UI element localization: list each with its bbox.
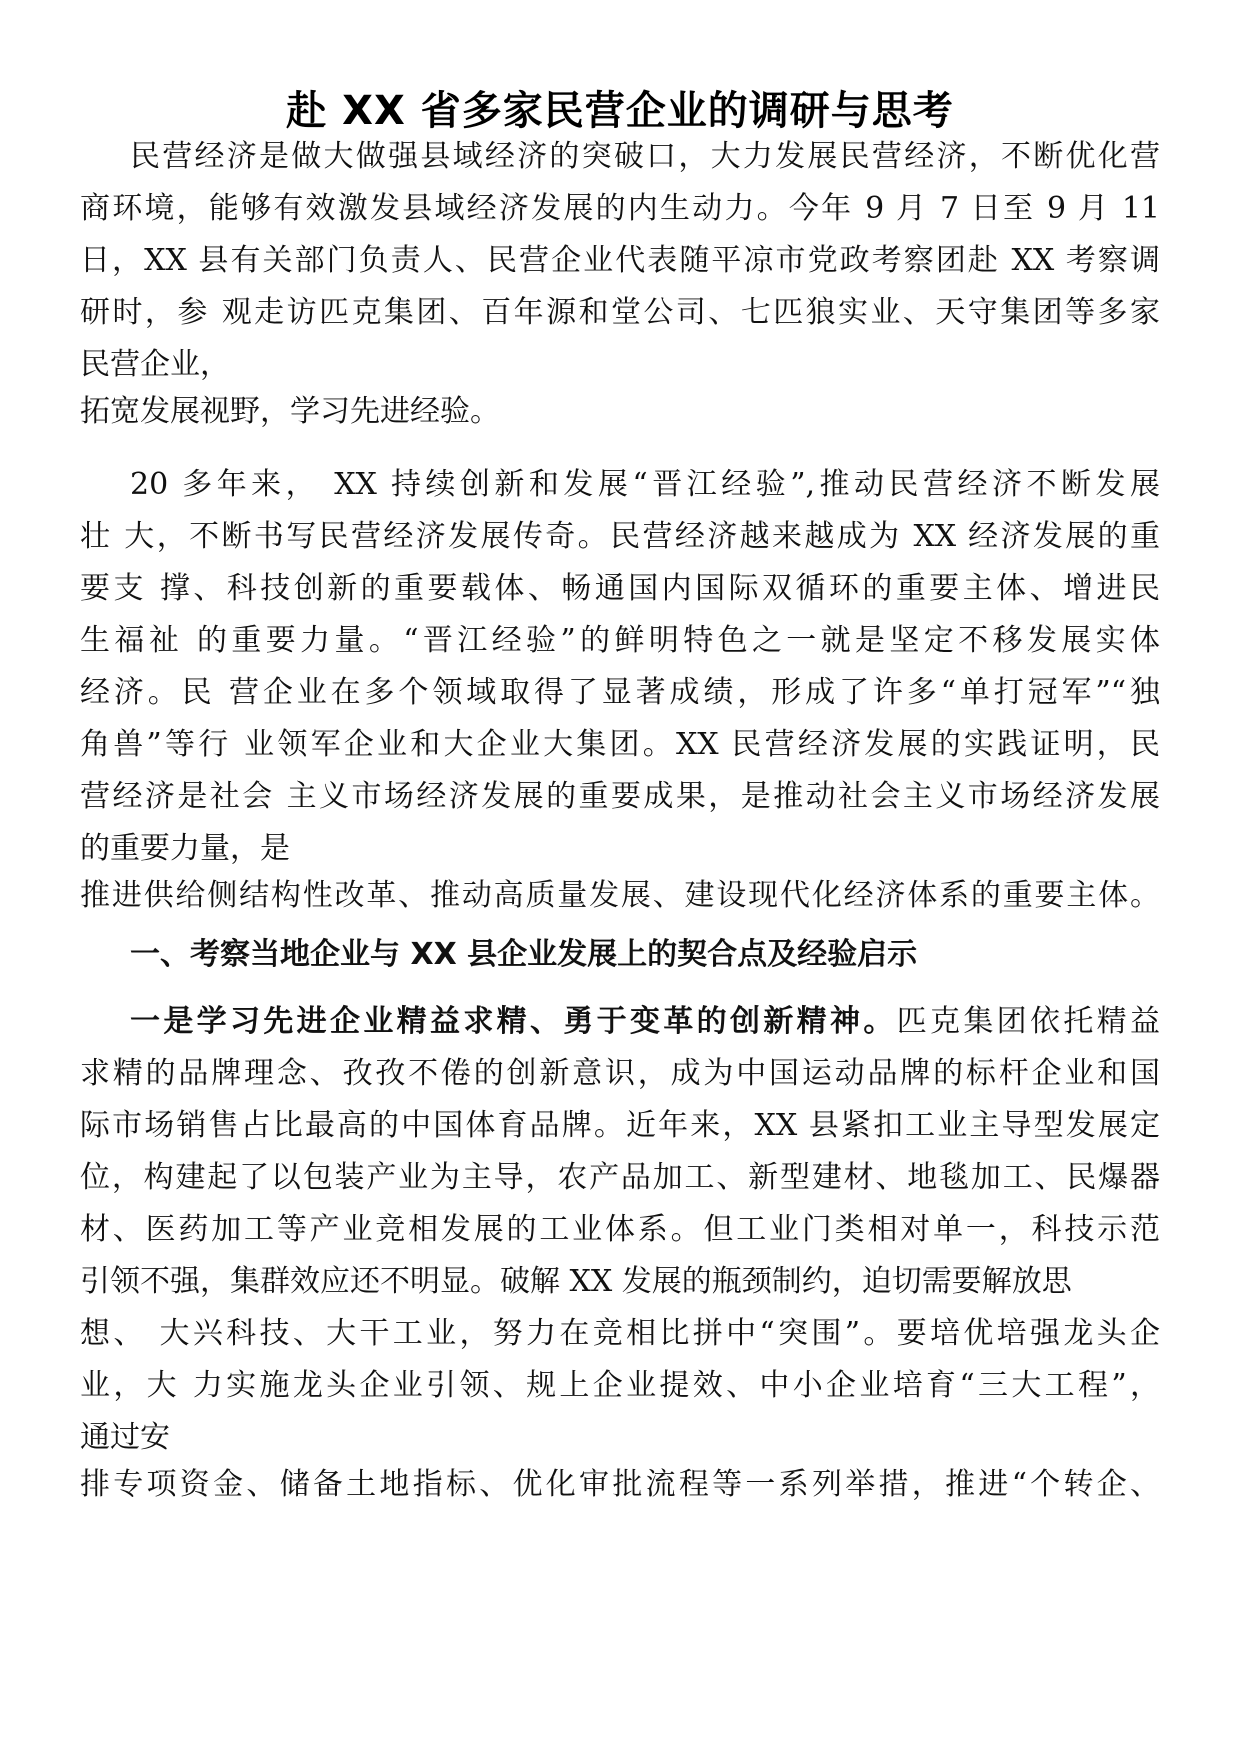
paragraph-1-line-6: 拓宽发展视野，学习先进经验。 — [80, 394, 500, 429]
paragraph-3-line-10: 排专项资金、储备土地指标、优化审批流程等一系列举措，推进“个转企、 — [80, 1467, 1160, 1502]
paragraph-1-line-5: 民营企业， — [80, 347, 230, 382]
paragraph-2-line-6: 角兽”等行 业领军企业和大企业大集团。XX 民营经济发展的实践证明，民 — [80, 727, 1160, 762]
paragraph-3-lead-rest: 匹克集团依托精益 — [896, 1004, 1160, 1039]
section-1-heading: 一、考察当地企业与 XX 县企业发展上的契合点及经验启示 — [130, 937, 918, 972]
paragraph-1-line-2: 商环境，能够有效激发县域经济发展的内生动力。今年 9 月 7 日至 9 月 11 — [80, 191, 1160, 226]
paragraph-2-line-8: 的重要力量，是 — [80, 831, 290, 866]
paragraph-2-line-7: 营经济是社会 主义市场经济发展的重要成果，是推动社会主义市场经济发展 — [80, 779, 1160, 814]
document-title: 赴 XX 省多家民营企业的调研与思考 — [286, 88, 954, 134]
paragraph-1-line-4: 研时，参 观走访匹克集团、百年源和堂公司、七匹狼实业、天守集团等多家 — [80, 295, 1160, 330]
paragraph-3-line-7: 想、 大兴科技、大干工业，努力在竞相比拼中“突围”。要培优培强龙头企 — [80, 1316, 1160, 1351]
paragraph-2-line-1: 20 多年来， XX 持续创新和发展“晋江经验”,推动民营经济不断发展 — [130, 467, 1160, 502]
paragraph-3-lead-bold: 一是学习先进企业精益求精、勇于变革的创新精神。 — [130, 1004, 897, 1039]
paragraph-3-line-3: 际市场销售占比最高的中国体育品牌。近年来，XX 县紧扣工业主导型发展定 — [80, 1108, 1160, 1143]
paragraph-2-line-4: 生福祉 的重要力量。“晋江经验”的鲜明特色之一就是坚定不移发展实体 — [80, 623, 1160, 658]
paragraph-3-line-4: 位，构建起了以包装产业为主导，农产品加工、新型建材、地毯加工、民爆器 — [80, 1160, 1160, 1195]
paragraph-3-line-1 — [130, 1002, 1160, 1042]
paragraph-3-line-5: 材、医药加工等产业竞相发展的工业体系。但工业门类相对单一，科技示范 — [80, 1212, 1160, 1247]
paragraph-3-line-8: 业，大 力实施龙头企业引领、规上企业提效、中小企业培育“三大工程”， — [80, 1368, 1160, 1403]
paragraph-3-line-2: 求精的品牌理念、孜孜不倦的创新意识，成为中国运动品牌的标杆企业和国 — [80, 1056, 1160, 1091]
paragraph-3-line-9: 通过安 — [80, 1420, 170, 1455]
paragraph-2-line-2: 壮 大，不断书写民营经济发展传奇。民营经济越来越成为 XX 经济发展的重 — [80, 519, 1160, 554]
paragraph-2-line-3: 要支 撑、科技创新的重要载体、畅通国内国际双循环的重要主体、增进民 — [80, 571, 1160, 606]
paragraph-1-line-1: 民营经济是做大做强县域经济的突破口，大力发展民营经济，不断优化营 — [130, 139, 1160, 174]
paragraph-2-line-5: 经济。民 营企业在多个领域取得了显著成绩，形成了许多“单打冠军”“独 — [80, 675, 1160, 710]
paragraph-1-line-3: 日，XX 县有关部门负责人、民营企业代表随平凉市党政考察团赴 XX 考察调 — [80, 243, 1160, 278]
paragraph-2-line-9: 推进供给侧结构性改革、推动高质量发展、建设现代化经济体系的重要主体。 — [80, 878, 1160, 913]
paragraph-3-line-6: 引领不强，集群效应还不明显。破解 XX 发展的瓶颈制约，迫切需要解放思 — [80, 1264, 1072, 1299]
